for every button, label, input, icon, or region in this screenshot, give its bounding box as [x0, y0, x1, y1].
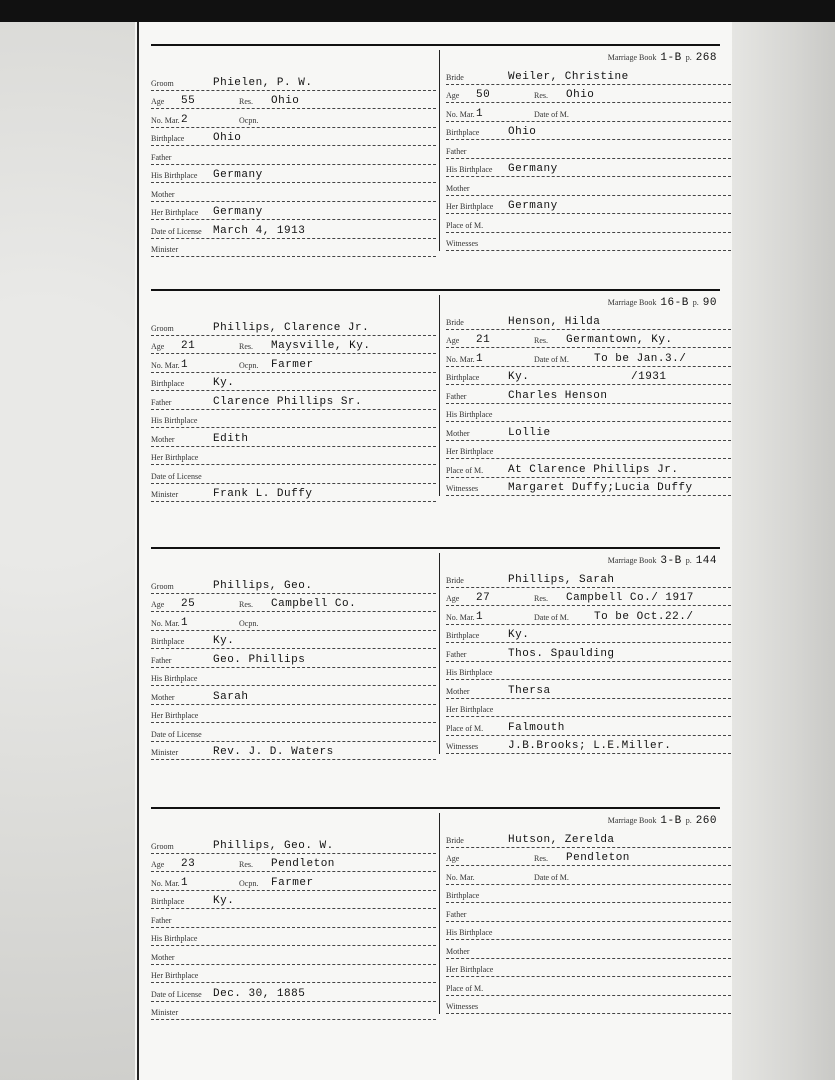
bride-age-label: Age	[446, 854, 460, 863]
marriage-record-card	[139, 807, 732, 1047]
groom-father-label: Father	[151, 152, 172, 162]
groom-name-value: Phillips, Geo. W.	[213, 839, 334, 852]
bride-place-of-m-line	[446, 214, 731, 233]
groom-res-label: Res.	[239, 600, 253, 609]
bride-age-line	[446, 85, 731, 104]
bride-res-value: Ohio	[566, 89, 595, 101]
bride-column	[439, 813, 731, 1014]
groom-age-line	[151, 91, 436, 110]
bride-birthplace-label: Birthplace	[446, 891, 480, 900]
groom-her-birthplace-label: Her Birthplace	[151, 711, 199, 720]
bride-bride-line	[446, 569, 731, 588]
bride-witnesses-label: Witnesses	[446, 239, 479, 248]
groom-mother-line	[151, 428, 436, 447]
groom-date-of-license-label: Date of License	[151, 989, 202, 999]
bride-age-label: Age	[446, 336, 460, 345]
bride-date-of-m-value: To be Oct.22./	[594, 610, 694, 623]
groom-her-birthplace-label: Her Birthplace	[151, 453, 199, 462]
groom-ocpn-label: Ocpn.	[239, 115, 259, 125]
groom-date-of-license-line	[151, 220, 436, 239]
groom-her-birthplace-label: Her Birthplace	[151, 971, 199, 980]
groom-mother-value: Edith	[213, 432, 249, 445]
bride-column	[439, 295, 731, 496]
bride-witnesses-line	[446, 736, 731, 755]
groom-her-birthplace-line	[151, 447, 436, 466]
bride-no-mar-line	[446, 606, 731, 625]
bride-date-of-m-label: Date of M.	[534, 109, 569, 119]
groom-her-birthplace-line	[151, 705, 436, 724]
scan-left-margin	[0, 0, 135, 1080]
groom-minister-line	[151, 239, 436, 258]
bride-res-label: Res.	[534, 91, 548, 100]
bride-age-value: 50	[476, 89, 491, 101]
bride-mother-line	[446, 940, 731, 959]
groom-father-line	[151, 391, 436, 410]
groom-mother-label: Mother	[151, 952, 175, 962]
bride-no-mar-label: No. Mar.	[446, 354, 475, 364]
bride-his-birthplace-label: His Birthplace	[446, 668, 493, 677]
bride-mother-label: Mother	[446, 686, 470, 696]
groom-groom-line	[151, 835, 436, 854]
groom-groom-label: Groom	[151, 581, 174, 591]
groom-birthplace-line	[151, 891, 436, 910]
groom-his-birthplace-label: His Birthplace	[151, 416, 198, 425]
groom-father-line	[151, 909, 436, 928]
bride-birthplace-label: Birthplace	[446, 373, 480, 382]
bride-res-label: Res.	[534, 336, 548, 345]
groom-birthplace-value: Ky.	[213, 635, 235, 647]
groom-age-value: 23	[181, 858, 196, 870]
groom-ocpn-label: Ocpn.	[239, 360, 259, 370]
marriage-record-card	[139, 547, 732, 787]
groom-birthplace-value: Ky.	[213, 377, 235, 389]
groom-father-label: Father	[151, 397, 172, 407]
marriage-book-ref	[608, 52, 721, 64]
bride-age-line	[446, 848, 731, 867]
groom-groom-label: Groom	[151, 841, 174, 851]
groom-birthplace-label: Birthplace	[151, 379, 185, 388]
bride-her-birthplace-line	[446, 441, 731, 460]
bride-no-mar-value: 1	[476, 352, 484, 365]
bride-age-value: 27	[476, 592, 491, 604]
bride-mother-line	[446, 680, 731, 699]
groom-age-label: Age	[151, 97, 165, 106]
bride-birthplace-label: Birthplace	[446, 128, 480, 137]
bride-res-label: Res.	[534, 854, 548, 863]
groom-ocpn-label: Ocpn.	[239, 618, 259, 628]
bride-father-label: Father	[446, 146, 467, 156]
bride-no-mar-value: 1	[476, 610, 484, 623]
bride-name-value: Phillips, Sarah	[508, 573, 615, 586]
bride-mother-line	[446, 422, 731, 441]
bride-column	[439, 50, 731, 251]
bride-his-birthplace-line	[446, 404, 731, 423]
groom-her-birthplace-line	[151, 965, 436, 984]
groom-groom-line	[151, 317, 436, 336]
bride-no-mar-value: 1	[476, 107, 484, 120]
bride-his-birthplace-line	[446, 159, 731, 178]
groom-father-label: Father	[151, 655, 172, 665]
bride-father-value: Charles Henson	[508, 389, 608, 402]
bride-bride-line	[446, 66, 731, 85]
bride-her-birthplace-line	[446, 196, 731, 215]
groom-his-birthplace-line	[151, 668, 436, 687]
groom-groom-label: Groom	[151, 78, 174, 88]
bride-no-mar-line	[446, 348, 731, 367]
marriage-book-ref	[608, 297, 721, 309]
groom-her-birthplace-line	[151, 202, 436, 221]
groom-res-value: Maysville, Ky.	[271, 340, 371, 352]
groom-father-label: Father	[151, 915, 172, 925]
groom-mother-label: Mother	[151, 692, 175, 702]
page-label: p.	[685, 556, 692, 565]
groom-column	[151, 835, 436, 1020]
bride-no-mar-label: No. Mar.	[446, 612, 475, 622]
groom-column	[151, 317, 436, 502]
card-top-rule	[151, 547, 720, 549]
record-sheet	[137, 22, 732, 1080]
bride-witnesses-line	[446, 478, 731, 497]
bride-age-line	[446, 330, 731, 349]
bride-his-birthplace-label: His Birthplace	[446, 928, 493, 937]
groom-age-label: Age	[151, 342, 165, 351]
bride-place-of-m-label: Place of M.	[446, 465, 484, 475]
bride-birthplace-value: Ky.	[508, 371, 530, 383]
bride-father-line	[446, 385, 731, 404]
bride-birthplace-value: Ohio	[508, 126, 537, 138]
groom-birthplace-label: Birthplace	[151, 134, 185, 143]
groom-name-value: Phillips, Geo.	[213, 579, 313, 592]
bride-no-mar-line	[446, 103, 731, 122]
groom-age-value: 25	[181, 598, 196, 610]
groom-mother-value: Sarah	[213, 690, 249, 703]
marriage-book-line	[446, 813, 731, 829]
bride-bride-label: Bride	[446, 575, 464, 585]
marriage-record-card	[139, 44, 732, 284]
groom-date-of-license-value: Dec. 30, 1885	[213, 987, 306, 1000]
groom-groom-line	[151, 72, 436, 91]
marriage-book-line	[446, 50, 731, 66]
groom-res-label: Res.	[239, 342, 253, 351]
groom-mother-line	[151, 686, 436, 705]
groom-date-of-license-line	[151, 983, 436, 1002]
bride-age-value: 21	[476, 334, 491, 346]
groom-birthplace-label: Birthplace	[151, 897, 185, 906]
bride-res-value: Germantown, Ky.	[566, 334, 673, 346]
groom-birthplace-line	[151, 631, 436, 650]
bride-witnesses-label: Witnesses	[446, 1002, 479, 1011]
groom-date-of-license-line	[151, 723, 436, 742]
groom-name-value: Phielen, P. W.	[213, 76, 313, 89]
groom-ocpn-label: Ocpn.	[239, 878, 259, 888]
bride-witnesses-line	[446, 233, 731, 252]
groom-mother-label: Mother	[151, 189, 175, 199]
bride-witnesses-label: Witnesses	[446, 484, 479, 493]
bride-witnesses-value: Margaret Duffy;Lucia Duffy	[508, 482, 693, 494]
groom-minister-label: Minister	[151, 748, 179, 757]
groom-age-line	[151, 336, 436, 355]
page-value: 268	[695, 52, 717, 64]
bride-his-birthplace-label: His Birthplace	[446, 165, 493, 174]
groom-mother-line	[151, 946, 436, 965]
bride-place-of-m-line	[446, 459, 731, 478]
bride-witnesses-label: Witnesses	[446, 742, 479, 751]
groom-his-birthplace-label: His Birthplace	[151, 934, 198, 943]
bride-mother-line	[446, 177, 731, 196]
groom-birthplace-value: Ky.	[213, 895, 235, 907]
card-top-rule	[151, 44, 720, 46]
bride-bride-label: Bride	[446, 72, 464, 82]
groom-no-mar-line	[151, 872, 436, 891]
card-top-rule	[151, 807, 720, 809]
bride-her-birthplace-label: Her Birthplace	[446, 447, 494, 456]
marriage-book-value: 3-B	[660, 555, 682, 567]
groom-ocpn-value: Farmer	[271, 876, 314, 889]
groom-column	[151, 575, 436, 760]
bride-birthplace-note: /1931	[631, 371, 667, 383]
scan-right-margin	[730, 0, 835, 1080]
bride-birthplace-line	[446, 367, 731, 386]
groom-no-mar-value: 2	[181, 113, 189, 126]
bride-birthplace-line	[446, 885, 731, 904]
page-label: p.	[685, 816, 692, 825]
groom-minister-label: Minister	[151, 490, 179, 499]
bride-birthplace-line	[446, 625, 731, 644]
groom-his-birthplace-line	[151, 928, 436, 947]
page-value: 260	[695, 815, 717, 827]
groom-his-birthplace-value: Germany	[213, 169, 263, 181]
bride-mother-label: Mother	[446, 428, 470, 438]
groom-res-value: Campbell Co.	[271, 598, 357, 610]
marriage-record-card	[139, 289, 732, 529]
bride-birthplace-value: Ky.	[508, 629, 530, 641]
bride-age-label: Age	[446, 91, 460, 100]
groom-no-mar-label: No. Mar.	[151, 878, 180, 888]
groom-his-birthplace-label: His Birthplace	[151, 171, 198, 180]
bride-date-of-m-label: Date of M.	[534, 612, 569, 622]
groom-minister-line	[151, 742, 436, 761]
groom-date-of-license-label: Date of License	[151, 471, 202, 481]
groom-name-value: Phillips, Clarence Jr.	[213, 321, 370, 334]
bride-witnesses-value: J.B.Brooks; L.E.Miller.	[508, 740, 672, 752]
page-label: p.	[692, 298, 699, 307]
page-value: 90	[702, 297, 717, 309]
groom-birthplace-label: Birthplace	[151, 637, 185, 646]
groom-birthplace-line	[151, 373, 436, 392]
bride-bride-label: Bride	[446, 317, 464, 327]
groom-her-birthplace-value: Germany	[213, 206, 263, 218]
bride-birthplace-label: Birthplace	[446, 631, 480, 640]
marriage-book-label: Marriage Book	[607, 556, 657, 565]
bride-bride-line	[446, 829, 731, 848]
groom-birthplace-line	[151, 128, 436, 147]
groom-minister-value: Frank L. Duffy	[213, 488, 313, 500]
bride-father-label: Father	[446, 909, 467, 919]
groom-ocpn-value: Farmer	[271, 358, 314, 371]
bride-no-mar-line	[446, 866, 731, 885]
groom-age-label: Age	[151, 860, 165, 869]
bride-date-of-m-value: To be Jan.3./	[594, 352, 687, 365]
bride-her-birthplace-line	[446, 959, 731, 978]
groom-father-value: Clarence Phillips Sr.	[213, 395, 363, 408]
bride-mother-value: Lollie	[508, 426, 551, 439]
groom-column	[151, 72, 436, 257]
scan-top-edge	[0, 0, 835, 22]
groom-father-line	[151, 146, 436, 165]
marriage-book-label: Marriage Book	[607, 298, 657, 307]
bride-father-line	[446, 903, 731, 922]
groom-date-of-license-label: Date of License	[151, 729, 202, 739]
bride-name-value: Weiler, Christine	[508, 70, 629, 83]
groom-mother-line	[151, 183, 436, 202]
bride-place-of-m-label: Place of M.	[446, 983, 484, 993]
groom-no-mar-line	[151, 612, 436, 631]
bride-father-line	[446, 643, 731, 662]
bride-no-mar-label: No. Mar.	[446, 109, 475, 119]
bride-birthplace-line	[446, 122, 731, 141]
groom-father-line	[151, 649, 436, 668]
bride-name-value: Hutson, Zerelda	[508, 833, 615, 846]
groom-no-mar-value: 1	[181, 358, 189, 371]
bride-place-of-m-line	[446, 717, 731, 736]
bride-date-of-m-label: Date of M.	[534, 872, 569, 882]
marriage-book-line	[446, 295, 731, 311]
bride-father-label: Father	[446, 649, 467, 659]
groom-father-value: Geo. Phillips	[213, 653, 306, 666]
groom-res-value: Ohio	[271, 95, 300, 107]
marriage-book-value: 1-B	[660, 52, 682, 64]
bride-res-value: Campbell Co./ 1917	[566, 592, 694, 604]
bride-name-value: Henson, Hilda	[508, 315, 601, 328]
bride-mother-label: Mother	[446, 183, 470, 193]
bride-res-value: Pendleton	[566, 852, 630, 864]
bride-her-birthplace-label: Her Birthplace	[446, 202, 494, 211]
page-label: p.	[685, 53, 692, 62]
groom-his-birthplace-label: His Birthplace	[151, 674, 198, 683]
bride-place-of-m-label: Place of M.	[446, 220, 484, 230]
bride-bride-line	[446, 311, 731, 330]
bride-her-birthplace-value: Germany	[508, 200, 558, 212]
bride-bride-label: Bride	[446, 835, 464, 845]
marriage-book-label: Marriage Book	[607, 53, 657, 62]
bride-mother-label: Mother	[446, 946, 470, 956]
bride-father-value: Thos. Spaulding	[508, 647, 615, 660]
groom-no-mar-label: No. Mar.	[151, 360, 180, 370]
groom-his-birthplace-line	[151, 165, 436, 184]
groom-minister-label: Minister	[151, 245, 179, 254]
groom-age-value: 55	[181, 95, 196, 107]
bride-age-line	[446, 588, 731, 607]
bride-father-label: Father	[446, 391, 467, 401]
bride-column	[439, 553, 731, 754]
groom-minister-line	[151, 484, 436, 503]
bride-place-of-m-line	[446, 977, 731, 996]
groom-no-mar-line	[151, 109, 436, 128]
bride-his-birthplace-label: His Birthplace	[446, 410, 493, 419]
card-top-rule	[151, 289, 720, 291]
groom-no-mar-line	[151, 354, 436, 373]
bride-his-birthplace-line	[446, 922, 731, 941]
bride-no-mar-label: No. Mar.	[446, 872, 475, 882]
marriage-book-value: 1-B	[660, 815, 682, 827]
bride-her-birthplace-label: Her Birthplace	[446, 965, 494, 974]
groom-her-birthplace-label: Her Birthplace	[151, 208, 199, 217]
bride-place-of-m-value: Falmouth	[508, 721, 565, 734]
bride-mother-value: Thersa	[508, 684, 551, 697]
bride-her-birthplace-label: Her Birthplace	[446, 705, 494, 714]
groom-age-value: 21	[181, 340, 196, 352]
groom-date-of-license-value: March 4, 1913	[213, 224, 306, 237]
bride-his-birthplace-line	[446, 662, 731, 681]
groom-his-birthplace-line	[151, 410, 436, 429]
groom-date-of-license-line	[151, 465, 436, 484]
groom-minister-label: Minister	[151, 1008, 179, 1017]
bride-his-birthplace-value: Germany	[508, 163, 558, 175]
bride-place-of-m-label: Place of M.	[446, 723, 484, 733]
marriage-book-line	[446, 553, 731, 569]
bride-witnesses-line	[446, 996, 731, 1015]
groom-birthplace-value: Ohio	[213, 132, 242, 144]
bride-res-label: Res.	[534, 594, 548, 603]
groom-no-mar-value: 1	[181, 876, 189, 889]
groom-res-label: Res.	[239, 97, 253, 106]
marriage-book-ref	[608, 815, 721, 827]
groom-no-mar-value: 1	[181, 616, 189, 629]
bride-her-birthplace-line	[446, 699, 731, 718]
groom-groom-label: Groom	[151, 323, 174, 333]
groom-age-line	[151, 594, 436, 613]
groom-mother-label: Mother	[151, 434, 175, 444]
bride-age-label: Age	[446, 594, 460, 603]
page-value: 144	[695, 555, 717, 567]
groom-res-label: Res.	[239, 860, 253, 869]
groom-minister-value: Rev. J. D. Waters	[213, 746, 334, 758]
groom-groom-line	[151, 575, 436, 594]
groom-age-label: Age	[151, 600, 165, 609]
groom-age-line	[151, 854, 436, 873]
marriage-book-value: 16-B	[660, 297, 689, 309]
marriage-book-label: Marriage Book	[607, 816, 657, 825]
groom-no-mar-label: No. Mar.	[151, 115, 180, 125]
groom-minister-line	[151, 1002, 436, 1021]
bride-place-of-m-value: At Clarence Phillips Jr.	[508, 463, 679, 476]
bride-date-of-m-label: Date of M.	[534, 354, 569, 364]
bride-father-line	[446, 140, 731, 159]
marriage-book-ref	[608, 555, 721, 567]
groom-no-mar-label: No. Mar.	[151, 618, 180, 628]
groom-date-of-license-label: Date of License	[151, 226, 202, 236]
groom-res-value: Pendleton	[271, 858, 335, 870]
